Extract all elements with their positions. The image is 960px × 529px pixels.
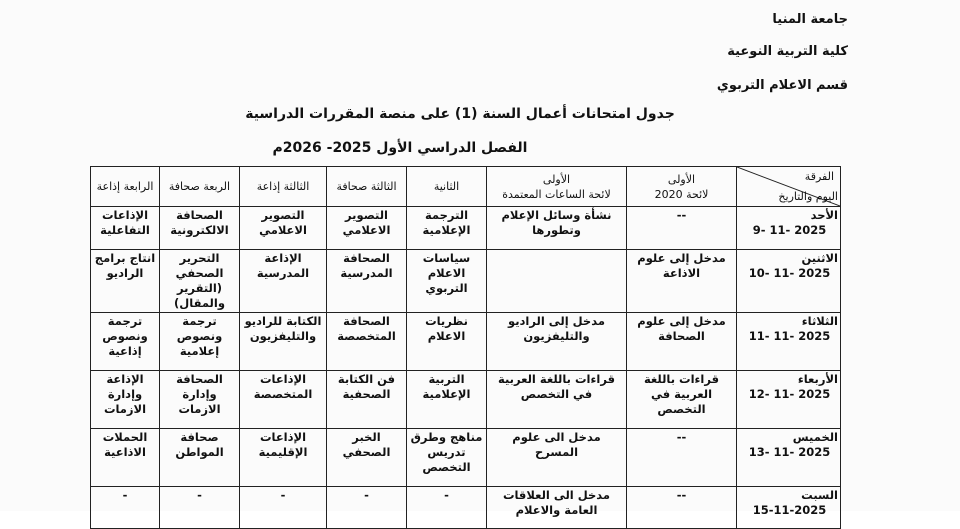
day-cell xyxy=(737,313,841,371)
table-header-row xyxy=(91,167,841,207)
exam-cell: فن الكتابة الصحفية xyxy=(327,371,407,429)
schedule-title: جدول امتحانات أعمال السنة (1) على منصة المقررات الدراسية xyxy=(245,106,675,122)
exam-cell: الصحافة وإدارة الازمات xyxy=(160,371,240,429)
exam-cell: الإذاعات الإقليمية xyxy=(240,429,327,487)
exam-cell: -- xyxy=(627,429,737,487)
exam-cell: الصحافة المتخصصة xyxy=(327,313,407,371)
exam-cell: ترجمة ونصوص إعلامية xyxy=(160,313,240,371)
exam-cell: الصحافة المدرسية xyxy=(327,250,407,313)
day-cell xyxy=(737,429,841,487)
day-date: 11- 11- 2025 xyxy=(748,329,831,343)
exam-cell: الكتابة للراديو والتليفزيون xyxy=(240,313,327,371)
column-header: الرابعة إذاعة xyxy=(91,167,160,207)
table-row xyxy=(91,429,841,487)
day-name: الأحد xyxy=(810,208,838,222)
day-name: الثلاثاء xyxy=(801,314,838,328)
exam-cell: صحافة المواطن xyxy=(160,429,240,487)
column-header: الأولى لائحة 2020 xyxy=(627,167,737,207)
exam-cell: الترجمة الإعلامية xyxy=(407,207,487,250)
column-header: الثالثة إذاعة xyxy=(240,167,327,207)
department-name: قسم الاعلام التربوي xyxy=(716,78,848,93)
exam-schedule-table xyxy=(90,166,841,529)
exam-cell: مدخل الى علوم المسرح xyxy=(487,429,627,487)
exam-cell: قراءات باللغة العربية في التخصص xyxy=(627,371,737,429)
exam-cell: الإذاعات التفاعلية xyxy=(91,207,160,250)
exam-cell: الإذاعة وإدارة الازمات xyxy=(91,371,160,429)
day-date: 12- 11- 2025 xyxy=(748,387,831,401)
exam-cell: مناهج وطرق تدريس التخصص xyxy=(407,429,487,487)
exam-cell: مدخل إلى علوم الاذاعة xyxy=(627,250,737,313)
exam-cell: التصوير الاعلامي xyxy=(327,207,407,250)
exam-cell: الصحافة الالكترونية xyxy=(160,207,240,250)
exam-cell: - xyxy=(91,487,160,529)
corner-day-label: اليوم والتاريخ xyxy=(778,190,838,203)
exam-cell: الإذاعات المتخصصة xyxy=(240,371,327,429)
column-header: الربعة صحافة xyxy=(160,167,240,207)
table-row xyxy=(91,313,841,371)
table-row xyxy=(91,207,841,250)
exam-cell: نشأة وسائل الإعلام وتطورها xyxy=(487,207,627,250)
faculty-name: كلية التربية النوعية xyxy=(727,44,848,59)
day-cell xyxy=(737,371,841,429)
exam-cell: التربية الإعلامية xyxy=(407,371,487,429)
day-name: الخميس xyxy=(792,430,838,444)
university-name: جامعة المنيا xyxy=(772,12,848,27)
exam-cell: قراءات باللغة العربية في التخصص xyxy=(487,371,627,429)
day-cell xyxy=(737,487,841,529)
exam-cell: مدخل الى العلاقات العامة والاعلام xyxy=(487,487,627,529)
table-row xyxy=(91,250,841,313)
corner-header-cell xyxy=(737,167,841,207)
column-header: الثالثة صحافة xyxy=(327,167,407,207)
column-header: الثانية xyxy=(407,167,487,207)
exam-cell: نظريات الاعلام xyxy=(407,313,487,371)
corner-group-label: الفرقة xyxy=(804,170,834,183)
exam-cell xyxy=(487,250,627,313)
day-cell xyxy=(737,207,841,250)
day-date: 10- 11- 2025 xyxy=(748,266,831,280)
exam-cell: الخبر الصحفي xyxy=(327,429,407,487)
exam-cell: انتاج برامج الراديو xyxy=(91,250,160,313)
exam-cell: الحملات الاذاعية xyxy=(91,429,160,487)
exam-cell: مدخل إلى الراديو والتليفزيون xyxy=(487,313,627,371)
day-name: السبت xyxy=(801,488,838,502)
exam-cell: سياسات الاعلام التربوي xyxy=(407,250,487,313)
day-date: 13- 11- 2025 xyxy=(748,445,831,459)
schedule-subtitle: الفصل الدراسي الأول 2025- 2026م xyxy=(272,140,528,156)
exam-cell: -- xyxy=(627,487,737,529)
table-row xyxy=(91,487,841,529)
exam-cell: - xyxy=(407,487,487,529)
exam-cell: التصوير الاعلامي xyxy=(240,207,327,250)
exam-cell: مدخل إلى علوم الصحافة xyxy=(627,313,737,371)
day-name: الأربعاء xyxy=(797,372,838,386)
exam-cell: - xyxy=(240,487,327,529)
day-date: 15-11-2025 xyxy=(752,503,827,517)
exam-cell: - xyxy=(327,487,407,529)
column-header: الأولى لائحة الساعات المعتمدة xyxy=(487,167,627,207)
exam-cell: -- xyxy=(627,207,737,250)
exam-cell: ترجمة ونصوص إذاعية xyxy=(91,313,160,371)
day-name: الاثنين xyxy=(801,251,838,265)
exam-cell: التحرير الصحفي (التقرير والمقال) xyxy=(160,250,240,313)
exam-cell: الإذاعة المدرسية xyxy=(240,250,327,313)
exam-cell: - xyxy=(160,487,240,529)
day-cell xyxy=(737,250,841,313)
day-date: 9- 11- 2025 xyxy=(752,223,827,237)
table-row xyxy=(91,371,841,429)
